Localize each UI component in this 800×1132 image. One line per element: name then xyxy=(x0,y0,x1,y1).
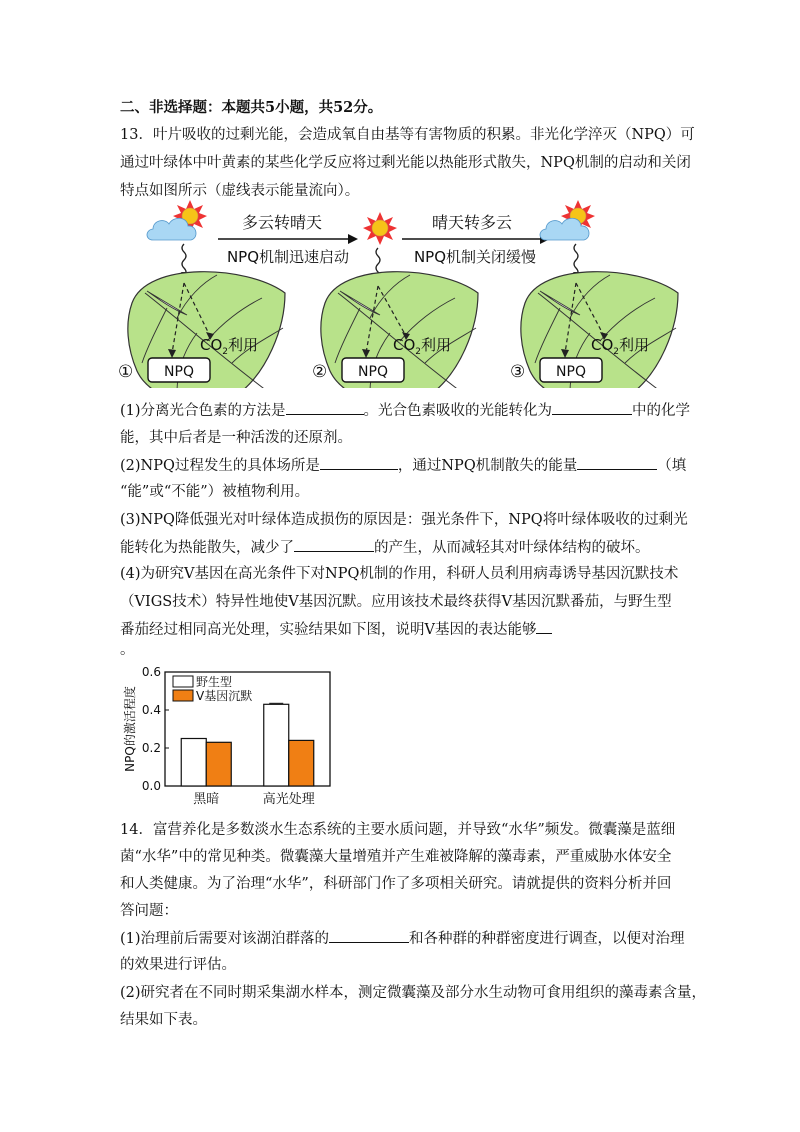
q14-intro-line-4: 答问题： xyxy=(120,903,178,919)
legend-label: V基因沉默 xyxy=(196,689,253,703)
svg-text:CO2利用: $CO_2$利用 xyxy=(200,336,259,357)
legend-swatch xyxy=(173,676,193,687)
y-tick-label: 0.6 xyxy=(141,665,161,679)
q13-intro-line-3: 特点如图所示（虚线表示能量流向）。 xyxy=(120,183,360,199)
q14-intro-line-3: 和人类健康。为了治理“水华”，科研部门作了多项相关研究。请就提供的资料分析并回 xyxy=(120,876,672,892)
npq-box-1: NPQ xyxy=(164,364,194,380)
q13-part2-line-1: (2)NPQ过程发生的具体场所是 ，通过NPQ机制散失的能量 （填 xyxy=(120,455,686,476)
legend-swatch xyxy=(173,690,193,701)
bar-v-silenced xyxy=(206,742,231,786)
section-heading: 二、非选择题：本题共5小题，共52分。 xyxy=(120,99,383,116)
arrow-1-top-label: 多云转晴天 xyxy=(241,213,323,232)
panel-2-number: ② xyxy=(312,362,328,382)
q14-part2-line-2: 结果如下表。 xyxy=(120,1012,207,1028)
answer-blank[interactable] xyxy=(577,455,657,470)
arrow-1 xyxy=(218,213,358,266)
y-tick-label: 0.2 xyxy=(141,741,161,755)
answer-blank[interactable] xyxy=(286,400,364,415)
arrow-2 xyxy=(402,213,550,266)
q13-part1-line-1: (1)分离光合色素的方法是 。光合色素吸收的光能转化为 中的化学 xyxy=(120,400,690,421)
y-axis-label: NPQ的激活程度 xyxy=(123,686,137,772)
q13-part4-line-2: （VIGS技术）特异性地使V基因沉默。应用该技术最终获得V基因沉默番茄，与野生型 xyxy=(120,594,672,610)
npq-figure xyxy=(110,198,690,388)
bar-v-silenced xyxy=(289,740,314,786)
svg-text:CO2利用: $CO_2$利用 xyxy=(591,336,650,357)
bar-wild-type xyxy=(264,704,289,786)
answer-blank[interactable] xyxy=(320,455,398,470)
panel-3 xyxy=(510,200,685,388)
q14-part1-line-2: 的效果进行评估。 xyxy=(120,957,236,973)
q13-part4-line-4: 。 xyxy=(120,642,135,658)
q13-intro-line-2: 通过叶绿体中叶黄素的某些化学反应将过剩光能以热能形式散失，NPQ机制的启动和关闭 xyxy=(120,155,691,171)
legend-label: 野生型 xyxy=(196,675,233,689)
answer-blank[interactable] xyxy=(552,400,632,415)
answer-blank[interactable] xyxy=(329,928,409,943)
answer-blank[interactable] xyxy=(294,537,374,552)
panel-3-number: ③ xyxy=(510,362,526,382)
arrow-1-bottom-label: NPQ机制迅速启动 xyxy=(226,248,350,266)
sun-icon xyxy=(363,212,397,245)
answer-blank[interactable] xyxy=(536,619,552,634)
q13-part4-line-3: 番茄经过相同高光处理，实验结果如下图，说明V基因的表达能够 xyxy=(120,619,552,640)
y-tick-label: 0.4 xyxy=(141,703,161,717)
q13-part3-line-2: 能转化为热能散失，减少了 的产生，从而减轻其对叶绿体结构的破坏。 xyxy=(120,537,650,558)
x-category-label: 黑暗 xyxy=(193,792,220,807)
arrow-2-bottom-label: NPQ机制关闭缓慢 xyxy=(413,248,537,266)
arrow-2-top-label: 晴天转多云 xyxy=(431,213,513,232)
q13-part3-line-1: (3)NPQ降低强光对叶绿体造成损伤的原因是：强光条件下，NPQ将叶绿体吸收的过剩光 xyxy=(120,512,688,528)
q13-intro-line-1: 13．叶片吸收的过剩光能，会造成氧自由基等有害物质的积累。非光化学淬灭（NPQ）可 xyxy=(120,127,695,143)
npq-box-3: NPQ xyxy=(556,364,586,380)
y-tick-label: 0.0 xyxy=(141,779,161,793)
x-category-label: 高光处理 xyxy=(262,792,315,807)
panel-1-number: ① xyxy=(118,362,134,382)
q14-intro-line-1: 14．富营养化是多数淡水生态系统的主要水质问题，并导致“水华”频发。微囊藻是蓝细 xyxy=(120,822,676,838)
q14-part1-line-1: (1)治理前后需要对该湖泊群落的 和各种群的种群密度进行调查，以便对治理 xyxy=(120,928,685,949)
svg-text:CO2利用: $CO_2$利用 xyxy=(393,336,452,357)
npq-bar-chart xyxy=(120,664,350,809)
q14-intro-line-2: 菌“水华”中的常见种类。微囊藻大量增殖并产生难被降解的藻毒素，严重威胁水体安全 xyxy=(120,849,672,865)
q13-part4-line-1: (4)为研究V基因在高光条件下对NPQ机制的作用，科研人员利用病毒诱导基因沉默技术 xyxy=(120,566,679,582)
q13-part2-line-2: “能”或“不能”）被植物利用。 xyxy=(120,484,310,500)
q13-part1-line-2: 能，其中后者是一种活泼的还原剂。 xyxy=(120,430,352,446)
q14-part2-line-1: (2)研究者在不同时期采集湖水样本，测定微囊藻及部分水生动物可食用组织的藻毒素含量， xyxy=(120,985,707,1001)
npq-box-2: NPQ xyxy=(358,364,388,380)
bar-wild-type xyxy=(181,739,206,787)
